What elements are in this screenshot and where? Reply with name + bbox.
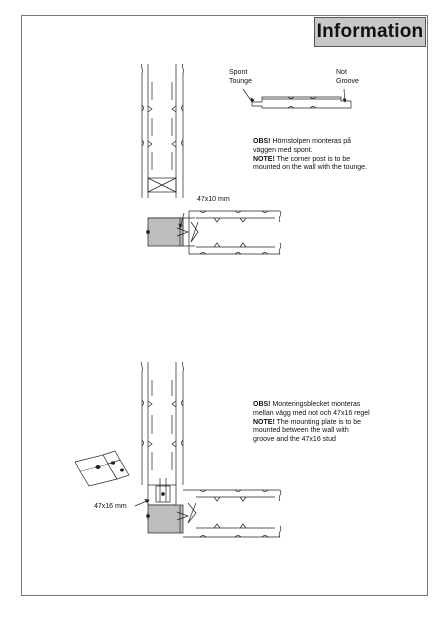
note-corner-post xyxy=(253,138,423,173)
note1-obs-line-1 xyxy=(253,138,423,147)
note2-note-line-3: groove and the 47x16 stud xyxy=(253,436,336,444)
note-mounting-plate xyxy=(253,401,423,445)
dimension-label-47x16: 47x16 mm xyxy=(94,503,127,510)
note-word: NOTE! xyxy=(253,418,275,426)
groove-label xyxy=(336,69,359,86)
obs-text: Hörnstolpen monteras på xyxy=(270,138,352,145)
note2-obs-line-2: mellan vägg med not och 47x16 regel xyxy=(253,409,370,417)
tongue-label-en: Tounge xyxy=(229,77,252,85)
obs-word: OBS! xyxy=(253,401,271,408)
groove-label-en: Groove xyxy=(336,77,359,85)
mounting-plate xyxy=(75,451,129,486)
note2-note-line-1 xyxy=(253,419,423,428)
note-text: The mounting plate is to be xyxy=(274,418,362,426)
tongue-label xyxy=(229,69,252,86)
tongue-label-sv: Spont xyxy=(229,69,248,76)
obs-text: Monteringsblecket monteras xyxy=(270,401,361,408)
groove-label-sv: Not xyxy=(336,69,347,76)
corner-post-2 xyxy=(148,505,183,533)
vertical-wall-2 xyxy=(141,362,183,485)
dimension-label-47x10: 47x10 mm xyxy=(197,196,230,203)
note1-note-line-1 xyxy=(253,156,423,165)
note1-note-line-2: mounted on the wall with the tounge. xyxy=(253,164,368,172)
corner-post-1 xyxy=(148,218,183,246)
note2-note-line-2: mounted between the wall with xyxy=(253,427,349,435)
horizontal-wall-2 xyxy=(183,490,281,537)
page-title: Information xyxy=(316,21,424,42)
note2-obs-line-1 xyxy=(253,401,423,410)
note-text: The corner post is to be xyxy=(274,155,351,163)
vertical-wall-1 xyxy=(141,64,183,198)
obs-word: OBS! xyxy=(253,138,271,145)
panel-profile xyxy=(243,89,351,108)
note-word: NOTE! xyxy=(253,155,275,163)
note1-obs-line-2: väggen med spont. xyxy=(253,146,313,154)
